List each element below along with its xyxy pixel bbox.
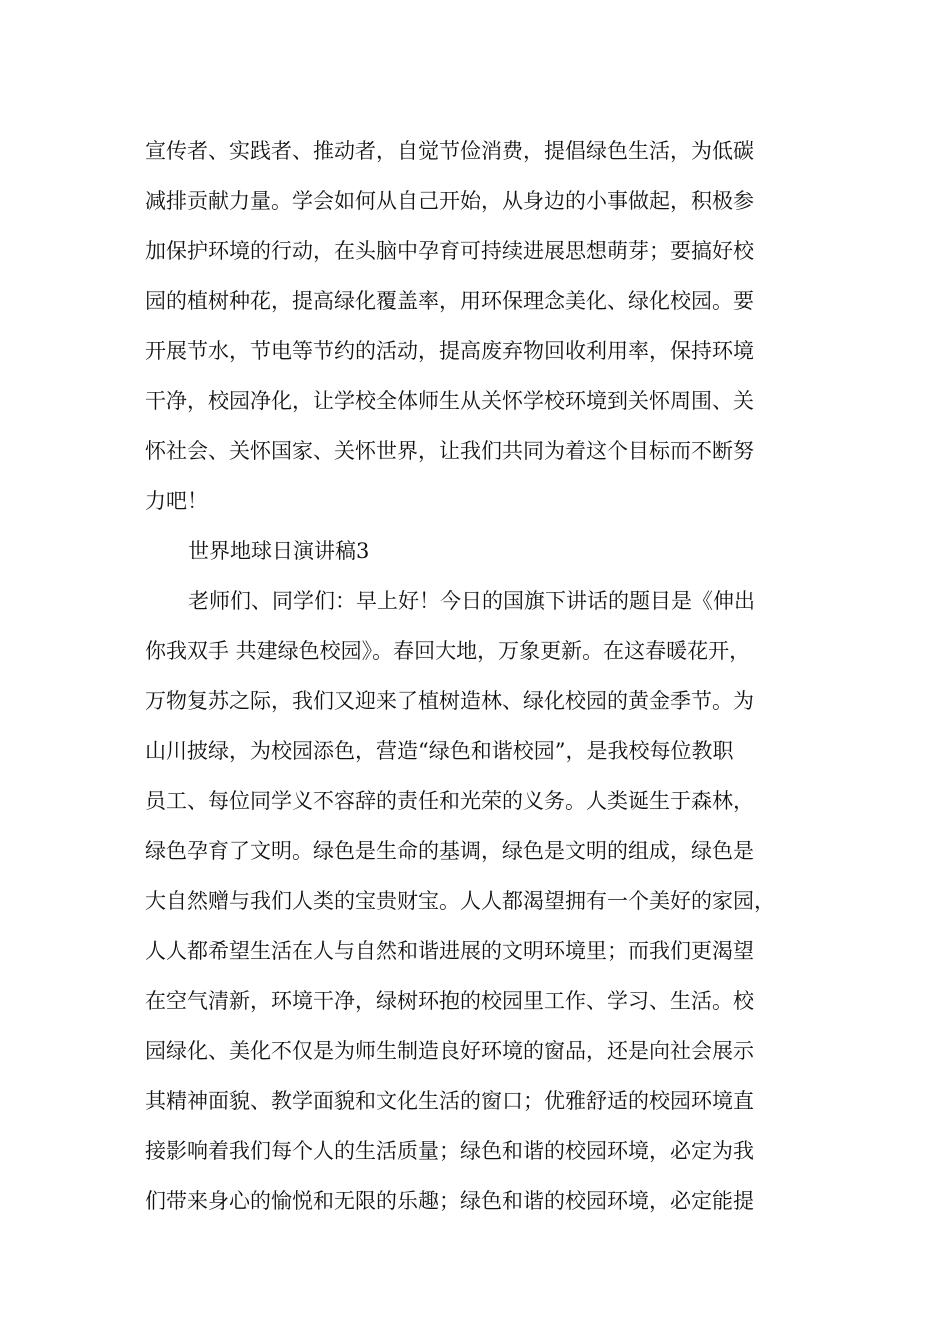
text-line: 们带来身心的愉悦和无限的乐趣；绿色和谐的校园环境，必定能提 xyxy=(145,1189,754,1213)
text-line: 园的植树种花，提高绿化覆盖率，用环保理念美化、绿化校园。要 xyxy=(145,289,754,313)
text-line: 接影响着我们每个人的生活质量；绿色和谐的校园环境，必定为我 xyxy=(145,1139,754,1163)
text-line: 绿色孕育了文明。绿色是生命的基调，绿色是文明的组成，绿色是 xyxy=(145,839,754,863)
text-line: 在空气清新，环境干净，绿树环抱的校园里工作、学习、生活。校 xyxy=(145,989,754,1013)
text-line: 园绿化、美化不仅是为师生制造良好环境的窗品，还是向社会展示 xyxy=(145,1039,754,1063)
paragraph-first-line: 老师们、同学们：早上好！今日的国旗下讲话的题目是《伸出 xyxy=(188,589,755,613)
text-line: 怀社会、关怀国家、关怀世界，让我们共同为着这个目标而不断努 xyxy=(145,439,754,463)
text-line: 其精神面貌、教学面貌和文化生活的窗口；优雅舒适的校园环境直 xyxy=(145,1089,754,1113)
text-line: 员工、每位同学义不容辞的责任和光荣的义务。人类诞生于森林， xyxy=(145,789,754,813)
text-line: 山川披绿，为校园添色，营造“绿色和谐校园”，是我校每位教职 xyxy=(145,739,734,763)
text-line: 人人都希望生活在人与自然和谐进展的文明环境里；而我们更渴望 xyxy=(145,939,754,963)
text-line: 力吧！ xyxy=(145,489,208,513)
text-line: 万物复苏之际，我们又迎来了植树造林、绿化校园的黄金季节。为 xyxy=(145,689,754,713)
text-line: 你我双手 共建绿色校园》。春回大地，万象更新。在这春暖花开， xyxy=(145,639,751,663)
text-line: 开展节水，节电等节约的活动，提高废弃物回收利用率，保持环境 xyxy=(145,339,754,363)
text-line: 宣传者、实践者、推动者，自觉节俭消费，提倡绿色生活，为低碳 xyxy=(145,139,754,163)
text-line: 减排贡献力量。学会如何从自己开始，从身边的小事做起，积极参 xyxy=(145,189,754,213)
text-line: 干净，校园净化，让学校全体师生从关怀学校环境到关怀周围、关 xyxy=(145,389,754,413)
text-line: 大自然赠与我们人类的宝贵财宝。人人都渴望拥有一个美好的家园， xyxy=(145,889,775,913)
section-title: 世界地球日演讲稿3 xyxy=(188,539,370,563)
text-line: 加保护环境的行动，在头脑中孕育可持续进展思想萌芽；要搞好校 xyxy=(145,239,754,263)
